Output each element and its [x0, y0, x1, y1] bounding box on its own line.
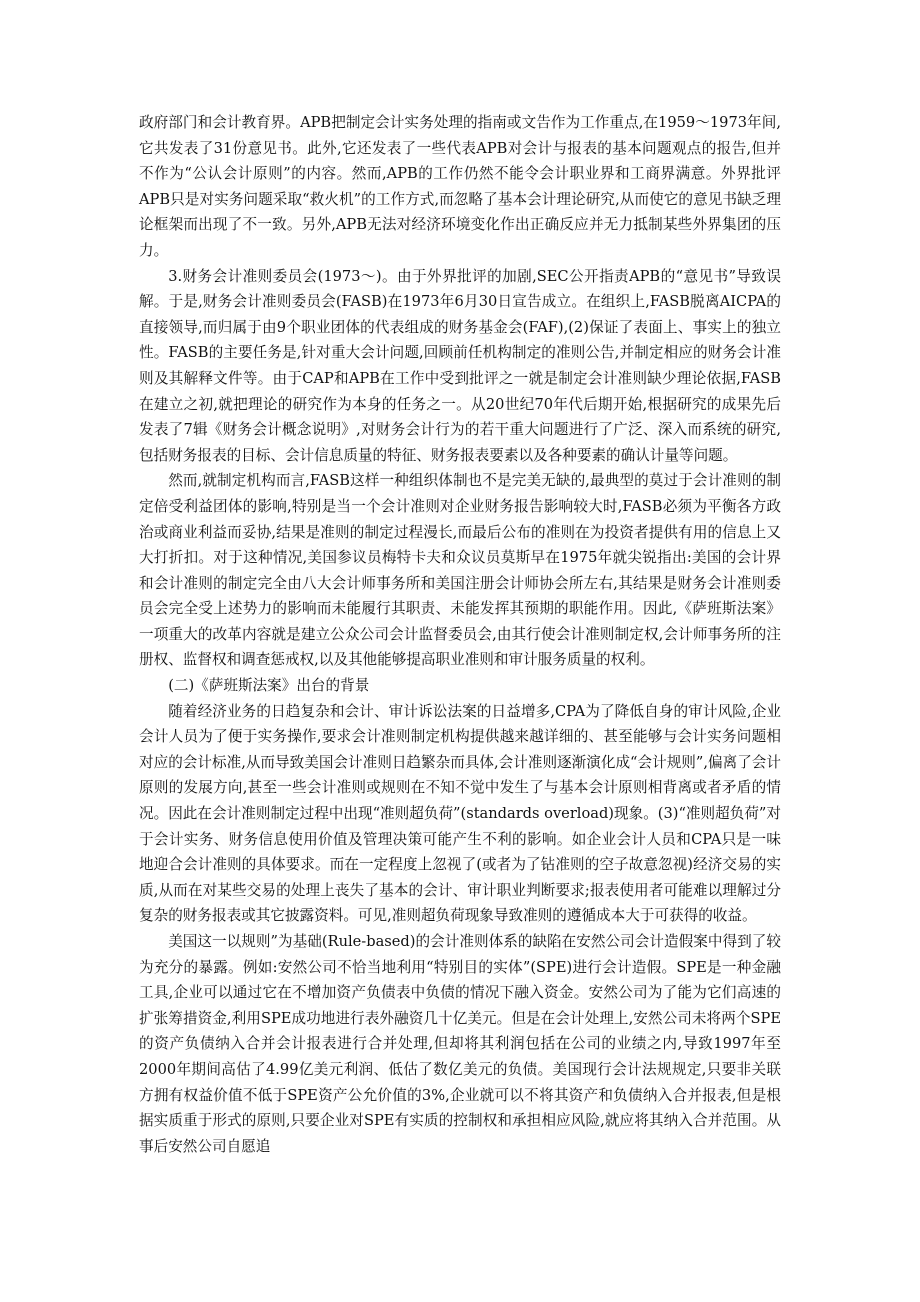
paragraph-3: 然而,就制定机构而言,FASB这样一种组织体制也不是完美无缺的,最典型的莫过于会计准则的制定倍受利益团体的影响,特别是当一个会计准则对企业财务报告影响较大时,FASB必须为平衡各方政治或商业利益而妥协,结果是准则的制定过程漫长,而最后公布的准则在为投资者提供有用的信息上又大打折扣。对于这种情况,美国参议员梅特卡夫和众议员莫斯早在1975年就尖锐指出:美国的会计界和会计准则的制定完全由八大会计师事务所和美国注册会计师协会所左右,其结果是财务会计准则委员会完全受上述势力的影响而未能履行其职责、未能发挥其预期的职能作用。因此,《萨班斯法案》一项重大的改革内容就是建立公众公司会计监督委员会,由其行使会计准则制定权,会计师事务所的注册权、监督权和调查惩戒权,以及其他能够提高职业准则和审计服务质量的权利。	[139, 472, 781, 669]
section-heading: (二)《萨班斯法案》出台的背景	[168, 677, 370, 695]
paragraph-2: 3.财务会计准则委员会(1973～)。由于外界批评的加剧,SEC公开指责APB的“意见书”导致误解。于是,财务会计准则委员会(FASB)在1973年6月30日宣告成立。在组织上,FASB脱离AICPA的直接领导,而归属于由9个职业团体的代表组成的财务基金会(FAF),(2)保证了表面上、事实上的独立性。FASB的主要任务是,针对重大会计问题,回顾前任机构制定的准则公告,并制定相应的财务会计准则及其解释文件等。由于CAP和APB在工作中受到批评之一就是制定会计准则缺少理论依据,FASB在建立之初,就把理论的研究作为本身的任务之一。从20世纪70年代后期开始,根据研究的成果先后发表了7辑《财务会计概念说明》,对财务会计行为的若干重大问题进行了广泛、深入而系统的研究,包括财务报表的目标、会计信息质量的特征、财务报表要素以及各种要素的确认计量等问题。	[139, 267, 781, 464]
paragraph-4: 随着经济业务的日趋复杂和会计、审计诉讼法案的日益增多,CPA为了降低自身的审计风险,企业会计人员为了便于实务操作,要求会计准则制定机构提供越来越详细的、甚至能够与会计实务问题相对应的会计标准,从而导致美国会计准则日趋繁杂而具体,会计准则逐渐演化成“会计规则”,偏离了会计原则的发展方向,甚至一些会计准则或规则在不知不觉中发生了与基本会计原则相背离或者矛盾的情况。因此在会计准则制定过程中出现“准则超负荷”(standards overload)现象。(3)“准则超负荷”对于会计实务、财务信息使用价值及管理决策可能产生不利的影响。如企业会计人员和CPA只是一味地迎合会计准则的具体要求。而在一定程度上忽视了(或者为了钻准则的空子故意忽视)经济交易的实质,从而在对某些交易的处理上丧失了基本的会计、审计职业判断要求;报表使用者可能难以理解过分复杂的财务报表或其它披露资料。可见,准则超负荷现象导致准则的遵循成本大于可获得的收益。	[139, 702, 781, 925]
paragraph-1: 政府部门和会计教育界。APB把制定会计实务处理的指南或文告作为工作重点,在1959～1973年间,它共发表了31份意见书。此外,它还发表了一些代表APB对会计与报表的基本问题观点的报告,但并不作为“公认会计原则”的内容。然而,APB的工作仍然不能令会计职业界和工商界满意。外界批评APB只是对实务问题采取“救火机”的工作方式,而忽略了基本会计理论研究,从而使它的意见书缺乏理论框架而出现了不一致。另外,APB无法对经济环境变化作出正确反应并无力抵制某些外界集团的压力。	[139, 114, 781, 259]
document-body	[139, 110, 781, 1159]
paragraph-5: 美国这一以规则”为基础(Rule-based)的会计准则体系的缺陷在安然公司会计造假案中得到了较为充分的暴露。例如:安然公司不恰当地利用“特别目的实体”(SPE)进行会计造假。SPE是一种金融工具,企业可以通过它在不增加资产负债表中负债的情况下融入资金。安然公司为了能为它们高速的扩张筹措资金,利用SPE成功地进行表外融资几十亿美元。但是在会计处理上,安然公司未将两个SPE的资产负债纳入合并会计报表进行合并处理,但却将其利润包括在公司的业绩之内,导致1997年至2000年期间高估了4.99亿美元利润、低估了数亿美元的负债。美国现行会计法规规定,只要非关联方拥有权益价值不低于SPE资产公允价值的3%,企业就可以不将其资产和负债纳入合并报表,但是根据实质重于形式的原则,只要企业对SPE有实质的控制权和承担相应风险,就应将其纳入合并范围。从事后安然公司自愿追	[139, 933, 781, 1155]
